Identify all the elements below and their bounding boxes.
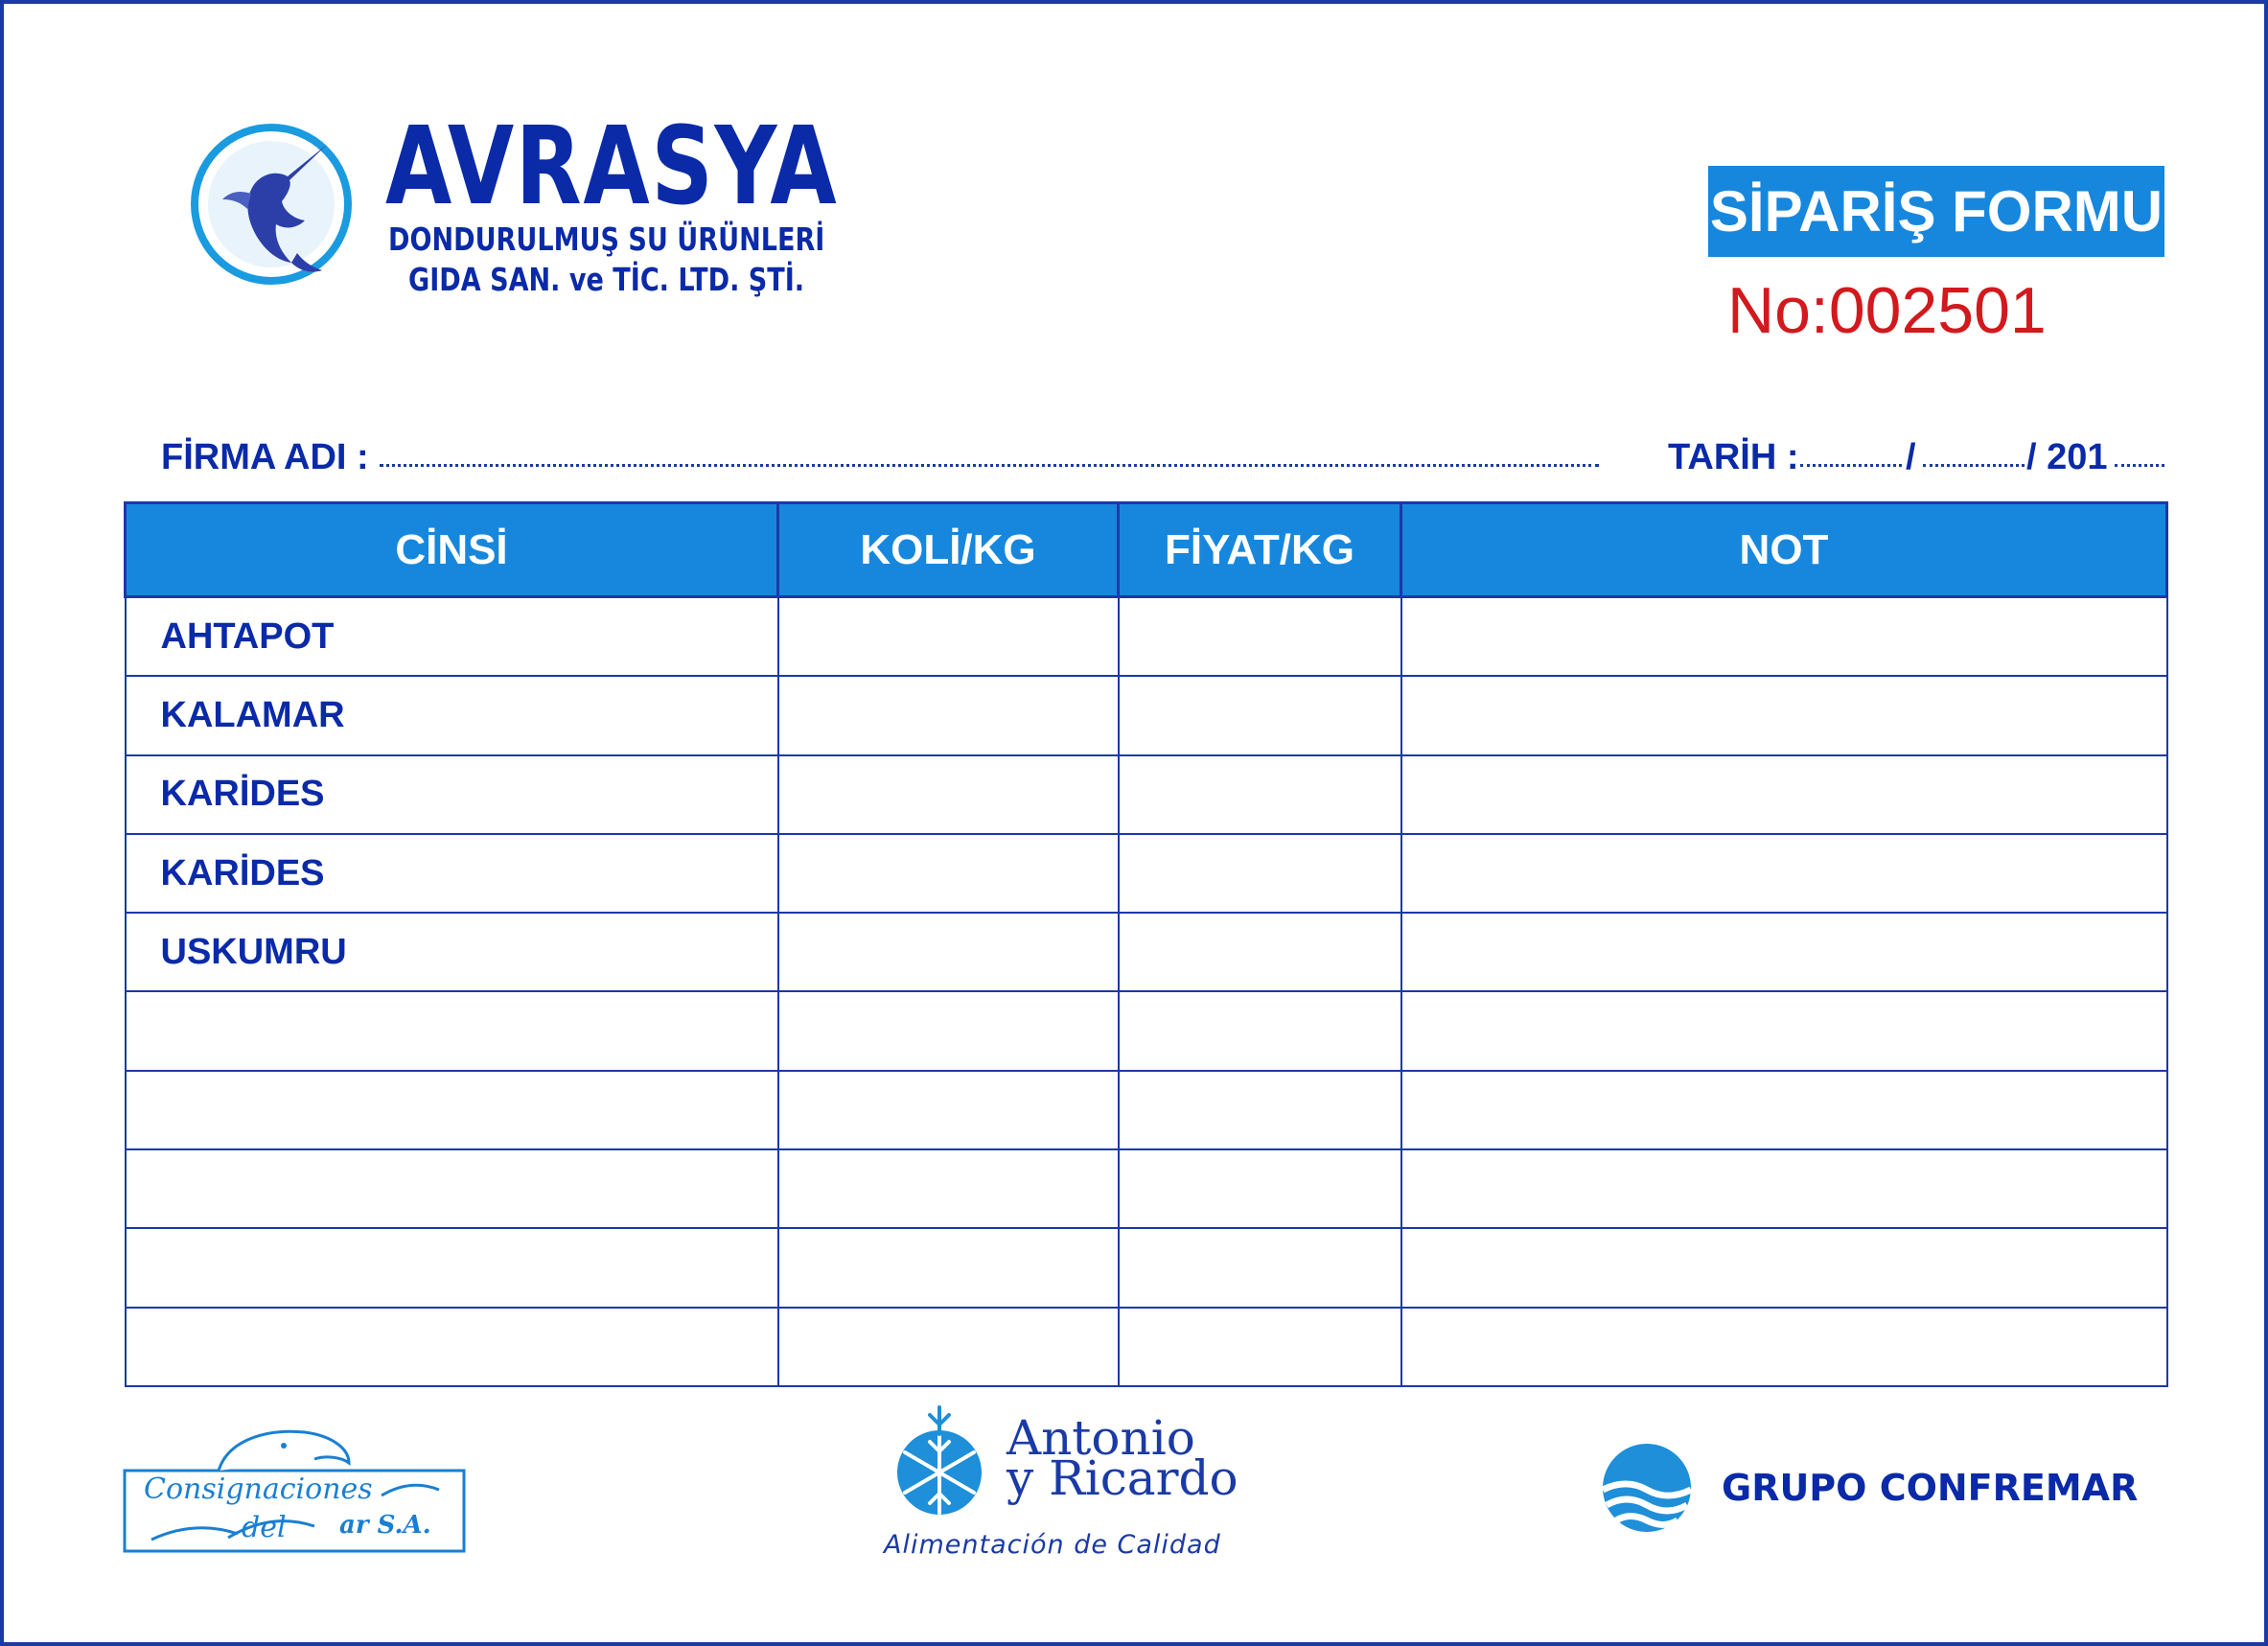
- form-title: SİPARİŞ FORMU: [1708, 166, 2164, 257]
- note-cell[interactable]: [1401, 755, 2167, 834]
- table-row: [126, 991, 2167, 1070]
- price-kg-cell[interactable]: [1119, 1308, 1401, 1386]
- table-row: [126, 1308, 2167, 1386]
- price-kg-cell[interactable]: [1119, 597, 1401, 677]
- product-cell[interactable]: [126, 1149, 778, 1228]
- company-name-field[interactable]: [380, 464, 1599, 467]
- date-label: TARİH :: [1668, 437, 1799, 477]
- box-kg-cell[interactable]: [778, 1071, 1119, 1149]
- partner-logo-consignaciones: [123, 1421, 466, 1553]
- note-cell[interactable]: [1401, 597, 2167, 677]
- product-cell[interactable]: [126, 1071, 778, 1149]
- partner1-mar: ar S.A.: [339, 1511, 431, 1540]
- marlin-fish-circle-icon: [184, 117, 359, 291]
- box-kg-cell[interactable]: [778, 1308, 1119, 1386]
- table-row: [126, 676, 2167, 754]
- price-kg-cell[interactable]: [1119, 1071, 1401, 1149]
- partner1-del: del: [242, 1511, 287, 1544]
- price-kg-cell[interactable]: [1119, 755, 1401, 834]
- date-separator-1: /: [1906, 437, 1916, 477]
- table-row: [126, 1228, 2167, 1307]
- note-cell[interactable]: [1401, 991, 2167, 1070]
- product-cell: AHTAPOT: [126, 597, 778, 677]
- column-header-price-kg: FİYAT/KG: [1119, 503, 1401, 597]
- date-month-field[interactable]: [1923, 464, 2025, 467]
- column-header-note: NOT: [1401, 503, 2167, 597]
- box-kg-cell[interactable]: [778, 676, 1119, 754]
- box-kg-cell[interactable]: [778, 834, 1119, 913]
- box-kg-cell[interactable]: [778, 597, 1119, 677]
- order-table: [124, 501, 2168, 1387]
- note-cell[interactable]: [1401, 834, 2167, 913]
- product-cell: KARİDES: [126, 834, 778, 913]
- partner-logo-grupo-confremar: [1601, 1438, 2170, 1538]
- table-row: [126, 755, 2167, 834]
- product-cell: KALAMAR: [126, 676, 778, 754]
- product-cell[interactable]: [126, 991, 778, 1070]
- note-cell[interactable]: [1401, 1149, 2167, 1228]
- partner2-tagline: Alimentación de Calidad: [884, 1530, 1221, 1560]
- brand-name: AVRASYA: [385, 104, 839, 229]
- note-cell[interactable]: [1401, 1071, 2167, 1149]
- partner1-name: Consignaciones: [144, 1472, 373, 1506]
- note-cell[interactable]: [1401, 676, 2167, 754]
- price-kg-cell[interactable]: [1119, 1149, 1401, 1228]
- table-header-row: [126, 503, 2167, 597]
- company-name-label: FİRMA ADI :: [161, 437, 369, 477]
- date-separator-2: / 201: [2026, 437, 2108, 477]
- price-kg-cell[interactable]: [1119, 913, 1401, 991]
- note-cell[interactable]: [1401, 913, 2167, 991]
- note-cell[interactable]: [1401, 1308, 2167, 1386]
- table-row: [126, 597, 2167, 677]
- date-day-field[interactable]: [1800, 464, 1902, 467]
- brand-subtitle-line2: GIDA SAN. ve TİC. LTD. ŞTİ.: [408, 261, 805, 298]
- wave-globe-icon: [1601, 1442, 1693, 1534]
- partner2-name-line2: y Ricardo: [1007, 1450, 1238, 1506]
- product-cell[interactable]: [126, 1308, 778, 1386]
- box-kg-cell[interactable]: [778, 755, 1119, 834]
- table-row: [126, 1149, 2167, 1228]
- note-cell[interactable]: [1401, 1228, 2167, 1307]
- partner3-name: GRUPO CONFREMAR: [1722, 1467, 2139, 1509]
- price-kg-cell[interactable]: [1119, 834, 1401, 913]
- form-number: No:002501: [1727, 274, 2047, 347]
- column-header-type: CİNSİ: [126, 503, 778, 597]
- partner-logo-antonio-ricardo: [884, 1405, 1238, 1568]
- column-header-box-kg: KOLİ/KG: [778, 503, 1119, 597]
- partner2-name-line1: Antonio: [1007, 1410, 1195, 1466]
- product-cell: USKUMRU: [126, 913, 778, 991]
- date-year-field[interactable]: [2115, 464, 2164, 467]
- box-kg-cell[interactable]: [778, 1149, 1119, 1228]
- price-kg-cell[interactable]: [1119, 991, 1401, 1070]
- snowflake-icon: [884, 1405, 999, 1518]
- table-row: [126, 913, 2167, 991]
- product-cell: KARİDES: [126, 755, 778, 834]
- table-row: [126, 834, 2167, 913]
- price-kg-cell[interactable]: [1119, 1228, 1401, 1307]
- product-cell[interactable]: [126, 1228, 778, 1307]
- price-kg-cell[interactable]: [1119, 676, 1401, 754]
- brand-subtitle-line1: DONDURULMUŞ SU ÜRÜNLERİ: [388, 220, 825, 258]
- table-row: [126, 1071, 2167, 1149]
- box-kg-cell[interactable]: [778, 1228, 1119, 1307]
- box-kg-cell[interactable]: [778, 913, 1119, 991]
- box-kg-cell[interactable]: [778, 991, 1119, 1070]
